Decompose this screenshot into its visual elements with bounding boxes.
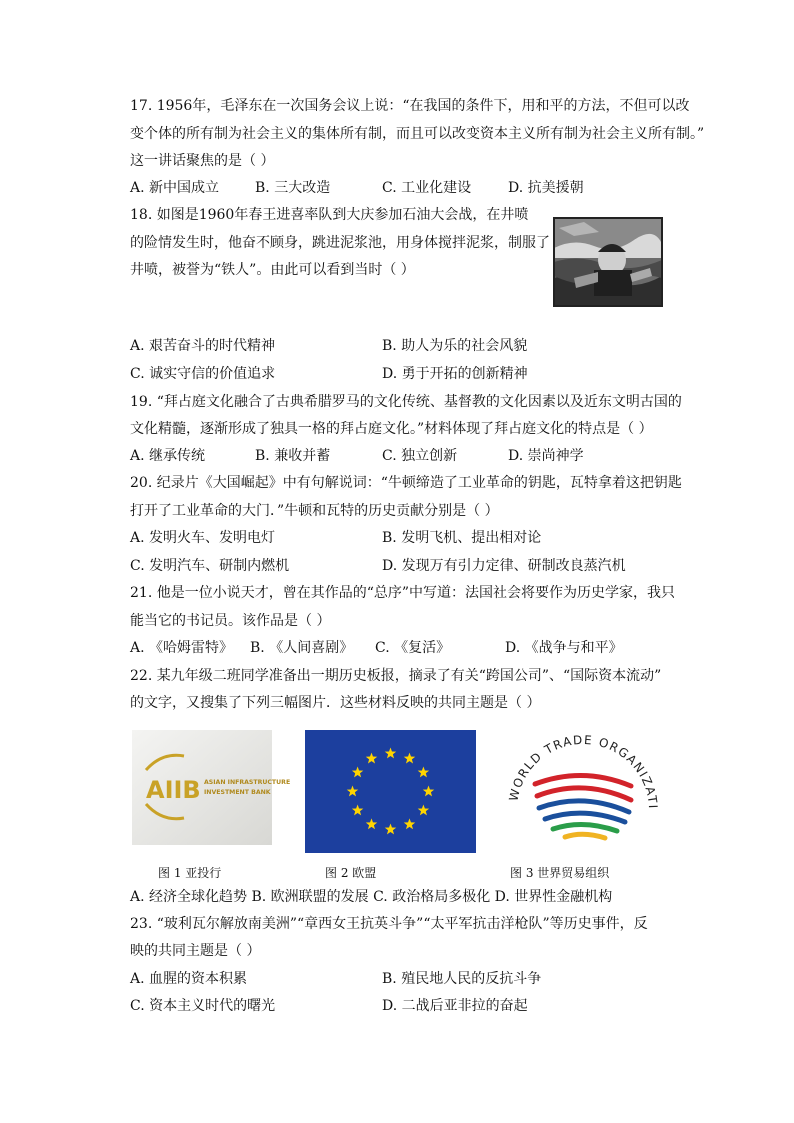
iron-man-photo (554, 218, 662, 306)
q19-option-a[interactable]: A. 继承传统 (130, 448, 206, 464)
q17-line-1: 17. 1956年，毛泽东在一次国务会议上说：“在我国的条件下，用和平的方法，不但可以改 (130, 98, 690, 114)
q19-option-c[interactable]: C. 独立创新 (382, 448, 458, 464)
q19-line-2: 文化精髓，逐渐形成了独具一格的拜占庭文化。”材料体现了拜占庭文化的特点是（ ） (130, 421, 653, 437)
q20-option-b[interactable]: B. 发明飞机、提出相对论 (382, 530, 542, 546)
q21-line-1: 21. 他是一位小说天才，曾在其作品的“总序”中写道：法国社会将要作为历史学家，我只 (130, 585, 676, 601)
q20-line-2: 打开了工业革命的大门．”牛顿和瓦特的历史贡献分别是（ ） (130, 503, 499, 519)
q18-line-1: 18. 如图是1960年春王进喜率队到大庆参加石油大会战，在井喷 (130, 207, 529, 223)
wto-logo-image (495, 718, 670, 848)
q17-option-a[interactable]: A. 新中国成立 (130, 180, 220, 196)
q17-line-2: 变个体的所有制为社会主义的集体所有制，而且可以改变资本主义所有制为社会主义所有制。” (130, 126, 705, 142)
q17-option-b[interactable]: B. 三大改造 (255, 180, 331, 196)
q17-option-d[interactable]: D. 抗美援朝 (508, 180, 584, 196)
aiib-name-line-2: INVESTMENT BANK (204, 789, 271, 796)
aiib-name-line-1: ASIAN INFRASTRUCTURE (204, 779, 291, 786)
q18-option-a[interactable]: A. 艰苦奋斗的时代精神 (130, 338, 276, 354)
q18-line-2: 的险情发生时，他奋不顾身，跳进泥浆池，用身体搅拌泥浆，制服了 (130, 235, 550, 251)
q23-option-d[interactable]: D. 二战后亚非拉的奋起 (382, 998, 528, 1014)
figure-1-caption: 图 1 亚投行 (158, 866, 222, 880)
q21-option-b[interactable]: B. 《人间喜剧》 (250, 640, 354, 656)
q20-option-c[interactable]: C. 发明汽车、研制内燃机 (130, 558, 290, 574)
q22-line-1: 22. 某九年级二班同学准备出一期历史板报，摘录了有关“跨国公司”、“国际资本流动” (130, 668, 662, 684)
q20-option-d[interactable]: D. 发现万有引力定律、研制改良蒸汽机 (382, 558, 626, 574)
aiib-logo-image (132, 730, 291, 845)
q18-option-c[interactable]: C. 诚实守信的价值追求 (130, 366, 276, 382)
q18-option-b[interactable]: B. 助人为乐的社会风貌 (382, 338, 528, 354)
q23-option-b[interactable]: B. 殖民地人民的反抗斗争 (382, 971, 542, 987)
aiib-letters: AIIB (146, 776, 201, 804)
q21-line-2: 能当它的书记员。该作品是（ ） (130, 613, 331, 629)
q22-options[interactable]: A. 经济全球化趋势 B. 欧洲联盟的发展 C. 政治格局多极化 D. 世界性金融机构 (130, 889, 613, 905)
q18-option-d[interactable]: D. 勇于开拓的创新精神 (382, 366, 528, 382)
q18-line-3: 井喷，被誉为“铁人”。由此可以看到当时（ ） (130, 262, 415, 278)
eu-flag-image (305, 730, 476, 853)
q21-option-a[interactable]: A. 《哈姆雷特》 (130, 640, 234, 656)
q17-option-c[interactable]: C. 工业化建设 (382, 180, 472, 196)
q20-option-a[interactable]: A. 发明火车、发明电灯 (130, 530, 276, 546)
q19-line-1: 19. “拜占庭文化融合了古典希腊罗马的文化传统、基督教的文化因素以及近东文明古国的 (130, 394, 682, 410)
q22-line-2: 的文字，又搜集了下列三幅图片．这些材料反映的共同主题是（ ） (130, 695, 541, 711)
wto-name-text: WORLD TRADE ORGANIZATI (506, 732, 661, 810)
figure-3-caption: 图 3 世界贸易组织 (510, 866, 610, 880)
q19-option-d[interactable]: D. 崇尚神学 (508, 448, 584, 464)
q23-line-2: 映的共同主题是（ ） (130, 943, 261, 959)
figure-2-caption: 图 2 欧盟 (325, 866, 377, 880)
q17-line-3: 这一讲话聚焦的是（ ） (130, 153, 275, 169)
q23-option-c[interactable]: C. 资本主义时代的曙光 (130, 998, 276, 1014)
q21-option-d[interactable]: D. 《战争与和平》 (505, 640, 623, 656)
q23-option-a[interactable]: A. 血腥的资本积累 (130, 971, 248, 987)
q23-line-1: 23. “玻利瓦尔解放南美洲”“章西女王抗英斗争”“太平军抗击洋枪队”等历史事件，反 (130, 916, 648, 932)
q21-option-c[interactable]: C. 《复活》 (375, 640, 451, 656)
q19-option-b[interactable]: B. 兼收并蓄 (255, 448, 331, 464)
q20-line-1: 20. 纪录片《大国崛起》中有句解说词：“牛顿缔造了工业革命的钥匙，瓦特拿着这把钥匙 (130, 475, 682, 491)
